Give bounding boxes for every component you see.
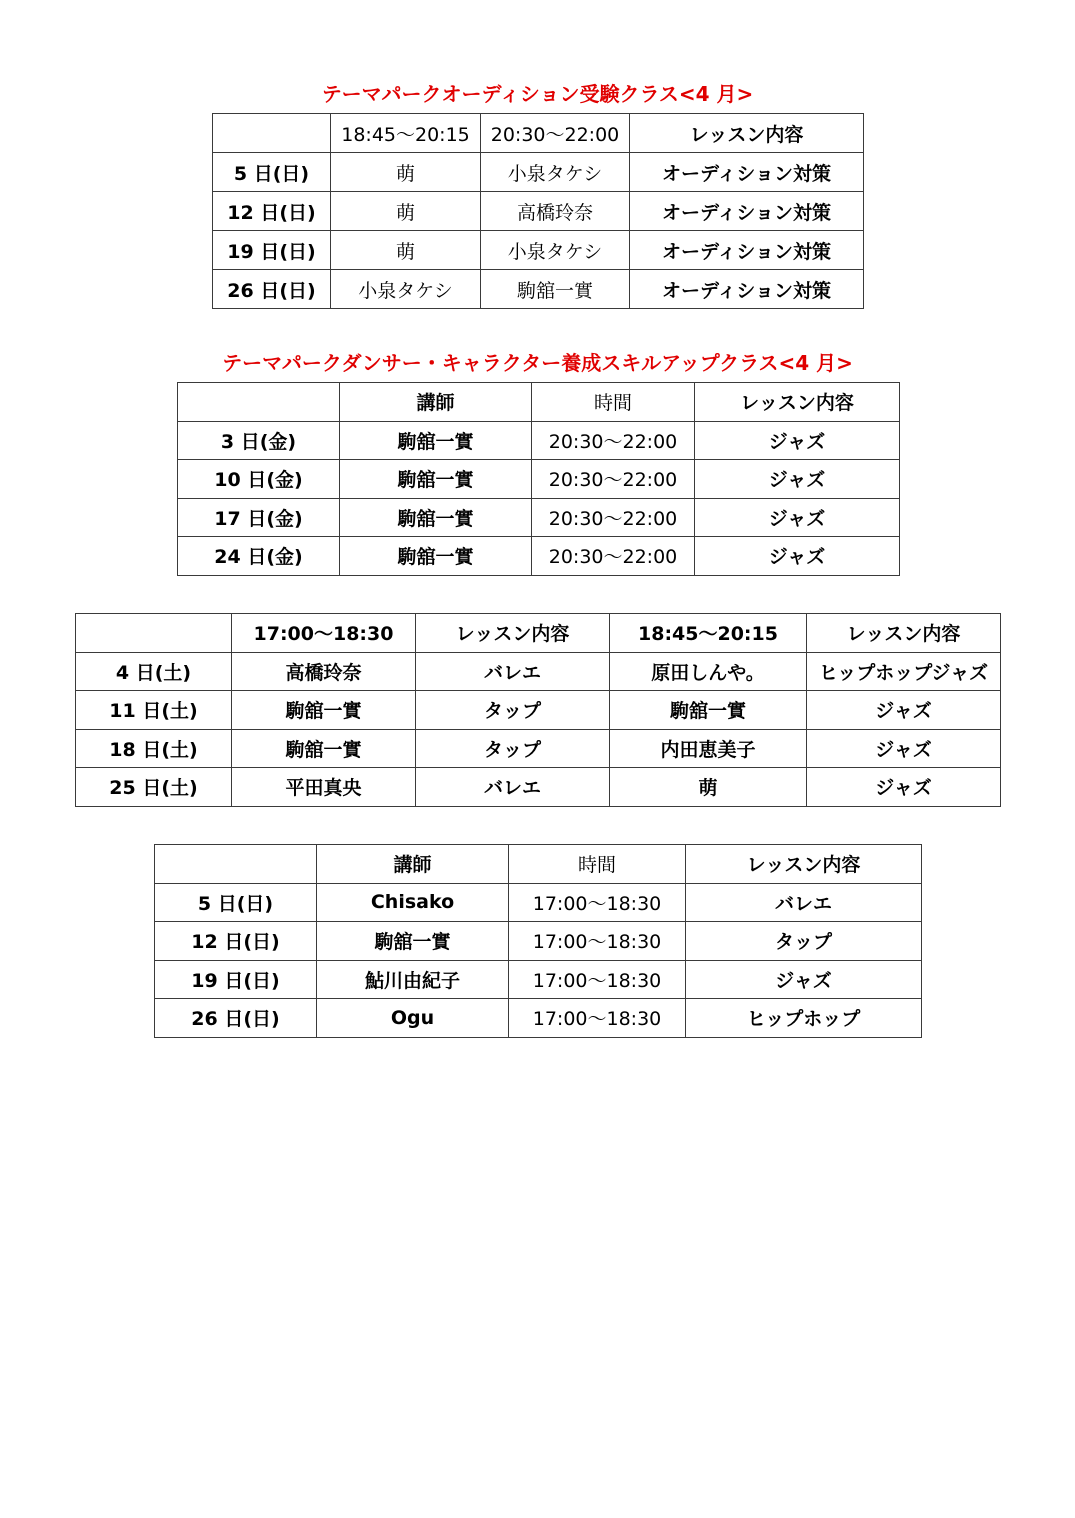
table-cell: ジャズ [807,768,1001,807]
table-cell: 萌 [331,231,481,270]
table-cell: 小泉タケシ [331,270,481,309]
table-row [213,153,864,192]
header-cell: 時間 [509,845,686,884]
header-cell [213,114,331,153]
table2-title: テーマパークダンサー・キャラクター養成スキルアップクラス<4 月> [222,351,853,375]
table-row [213,231,864,270]
table-cell: 11 日(土) [76,691,232,730]
table-row [178,460,900,499]
table-cell: 駒舘一實 [340,421,532,460]
table-cell: 17:00～18:30 [509,999,686,1038]
table-cell: タップ [686,922,922,961]
table-cell: 17:00～18:30 [509,922,686,961]
table-cell: 20:30～22:00 [532,537,695,576]
table-row [178,498,900,537]
table-cell: ジャズ [686,960,922,999]
table-cell: オーディション対策 [630,231,864,270]
table-cell: 高橋玲奈 [232,652,416,691]
table-cell: 26 日(日) [213,270,331,309]
table-cell: 駒舘一實 [340,537,532,576]
table-cell: 萌 [331,153,481,192]
table-cell: 19 日(日) [155,960,317,999]
table-cell: 原田しんや。 [610,652,807,691]
table-cell: 駒舘一實 [340,498,532,537]
table-row [76,729,1001,768]
table-cell: 26 日(日) [155,999,317,1038]
table-cell: 3 日(金) [178,421,340,460]
table-cell: 17:00～18:30 [509,883,686,922]
table-cell: 10 日(金) [178,460,340,499]
table-cell: 5 日(日) [213,153,331,192]
table-cell: 駒舘一實 [232,691,416,730]
header-cell: 講師 [317,845,509,884]
table-cell: ジャズ [807,729,1001,768]
table-cell: Ogu [317,999,509,1038]
table-cell: ヒップホップ [686,999,922,1038]
table-cell: 萌 [331,192,481,231]
table-row [213,192,864,231]
table-cell: 5 日(日) [155,883,317,922]
table-row [155,999,922,1038]
table-row [155,883,922,922]
table-cell: 高橋玲奈 [481,192,630,231]
saturday-class-table [75,613,1001,807]
header-cell: レッスン内容 [630,114,864,153]
table-cell: ジャズ [807,691,1001,730]
header-cell: 18:45～20:15 [610,614,807,653]
table-row [76,652,1001,691]
header-cell: レッスン内容 [807,614,1001,653]
header-cell: レッスン内容 [416,614,610,653]
header-cell: 講師 [340,383,532,422]
table-cell: 駒舘一實 [481,270,630,309]
table-cell: 24 日(金) [178,537,340,576]
table1-title: テーマパークオーディション受験クラス<4 月> [321,82,754,106]
table-cell: 小泉タケシ [481,231,630,270]
table-row [155,922,922,961]
table-cell: ジャズ [695,498,900,537]
header-cell [155,845,317,884]
table-cell: バレエ [686,883,922,922]
header-row [178,383,900,422]
table-cell: 内田恵美子 [610,729,807,768]
table-cell: 17:00～18:30 [509,960,686,999]
table-cell: 20:30～22:00 [532,498,695,537]
table-cell: 12 日(日) [155,922,317,961]
table-cell: ヒップホップジャズ [807,652,1001,691]
header-row [155,845,922,884]
table-cell: ジャズ [695,460,900,499]
header-cell: 20:30～22:00 [481,114,630,153]
table-cell: 25 日(土) [76,768,232,807]
table-row [155,960,922,999]
table-cell: 20:30～22:00 [532,421,695,460]
table-cell: 鮎川由紀子 [317,960,509,999]
table-cell: ジャズ [695,421,900,460]
table-row [178,421,900,460]
table-cell: 駒舘一實 [340,460,532,499]
header-cell: 17:00～18:30 [232,614,416,653]
header-cell [76,614,232,653]
table-cell: オーディション対策 [630,192,864,231]
table-cell: バレエ [416,652,610,691]
table-row [213,270,864,309]
header-cell: 18:45～20:15 [331,114,481,153]
table-cell: ジャズ [695,537,900,576]
table-cell: オーディション対策 [630,270,864,309]
header-cell: レッスン内容 [695,383,900,422]
header-row [213,114,864,153]
table-cell: オーディション対策 [630,153,864,192]
table-cell: 小泉タケシ [481,153,630,192]
table-cell: 駒舘一實 [232,729,416,768]
table-cell: 20:30～22:00 [532,460,695,499]
table-row [76,691,1001,730]
table-cell: 平田真央 [232,768,416,807]
table-cell: Chisako [317,883,509,922]
table-cell: 駒舘一實 [610,691,807,730]
table-row [76,768,1001,807]
header-cell [178,383,340,422]
table-cell: 12 日(日) [213,192,331,231]
header-cell: 時間 [532,383,695,422]
table-cell: タップ [416,729,610,768]
table-cell: 4 日(土) [76,652,232,691]
audition-class-table [212,113,864,309]
header-row [76,614,1001,653]
table-cell: 17 日(金) [178,498,340,537]
skillup-class-table [177,382,900,576]
table-cell: タップ [416,691,610,730]
table-cell: 萌 [610,768,807,807]
table-cell: 19 日(日) [213,231,331,270]
table-row [178,537,900,576]
sunday-class-table [154,844,922,1038]
table-cell: 18 日(土) [76,729,232,768]
table-cell: バレエ [416,768,610,807]
header-cell: レッスン内容 [686,845,922,884]
table-cell: 駒舘一實 [317,922,509,961]
